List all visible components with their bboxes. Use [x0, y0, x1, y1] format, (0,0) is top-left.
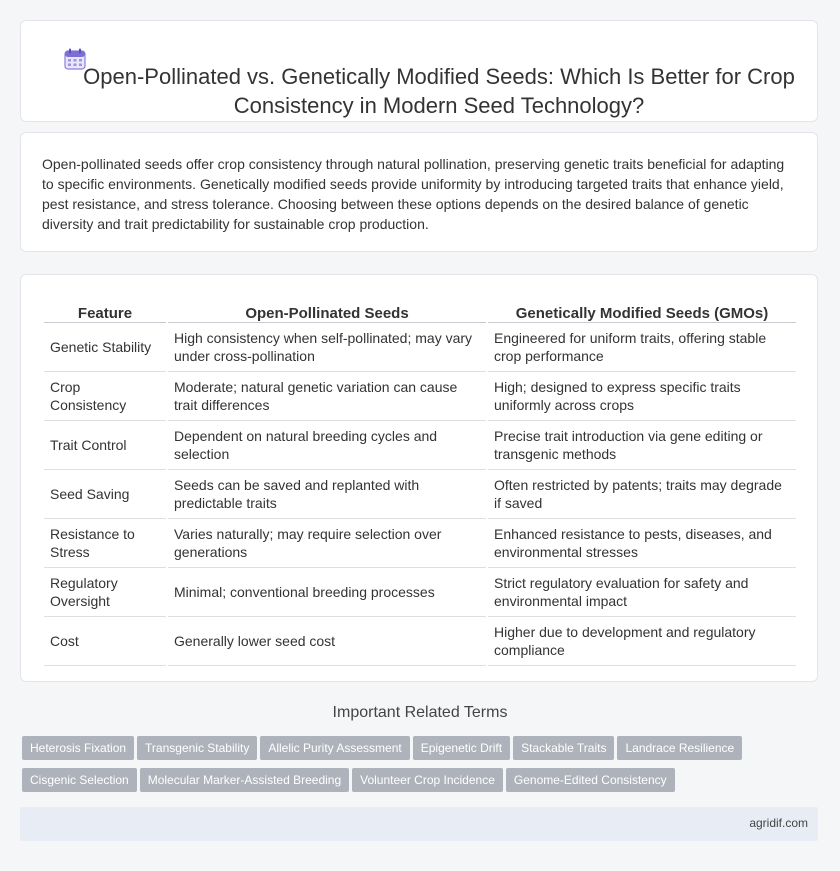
open-pollinated-cell: Varies naturally; may require selection over generations: [168, 519, 486, 568]
table-header-row: [44, 295, 796, 323]
feature-cell: Cost: [44, 617, 166, 666]
gmo-cell: Enhanced resistance to pests, diseases, and environmental stresses: [488, 519, 796, 568]
open-pollinated-cell: Seeds can be saved and replanted with predictable traits: [168, 470, 486, 519]
column-header-gmo: Genetically Modified Seeds (GMOs): [488, 295, 796, 323]
term-tag[interactable]: Molecular Marker-Assisted Breeding: [140, 768, 349, 792]
open-pollinated-cell: Dependent on natural breeding cycles and selection: [168, 421, 486, 470]
open-pollinated-cell: High consistency when self-pollinated; may vary under cross-pollination: [168, 323, 486, 372]
footer-site-link[interactable]: agridif.com: [749, 816, 808, 830]
term-tag[interactable]: Cisgenic Selection: [22, 768, 137, 792]
intro-card: [20, 132, 818, 252]
title-card: [20, 20, 818, 122]
page-title: Open-Pollinated vs. Genetically Modified Seeds: Which Is Better for Crop Consistency in Modern Seed Technology?: [83, 63, 795, 118]
gmo-cell: Strict regulatory evaluation for safety and environmental impact: [488, 568, 796, 617]
related-terms-heading: Important Related Terms: [332, 704, 508, 721]
term-tag[interactable]: Stackable Traits: [513, 736, 614, 760]
term-tag[interactable]: Heterosis Fixation: [22, 736, 134, 760]
feature-cell: Trait Control: [44, 421, 166, 470]
term-tag[interactable]: Genome-Edited Consistency: [506, 768, 675, 792]
feature-cell: Crop Consistency: [44, 372, 166, 421]
term-tag[interactable]: Allelic Purity Assessment: [260, 736, 409, 760]
term-tag[interactable]: Landrace Resilience: [617, 736, 742, 760]
comparison-table: [42, 295, 798, 666]
related-terms-list: [22, 736, 812, 800]
term-tag[interactable]: Volunteer Crop Incidence: [352, 768, 503, 792]
intro-paragraph: Open-pollinated seeds offer crop consistency through natural pollination, preserving genetic traits beneficial for adapting to specific environments. Genetically modified seeds provide uniformity by introducing targeted traits that enhance yield, pest resistance, and stress tolerance. Choosing between these options depends on the desired balance of genetic diversity and trait predictability for sustainable crop production.: [42, 156, 785, 232]
feature-cell: Seed Saving: [44, 470, 166, 519]
column-header-feature: Feature: [44, 295, 166, 323]
table-row: [44, 617, 796, 666]
table-row: [44, 323, 796, 372]
table-row: [44, 568, 796, 617]
feature-cell: Genetic Stability: [44, 323, 166, 372]
gmo-cell: High; designed to express specific traits uniformly across crops: [488, 372, 796, 421]
gmo-cell: Often restricted by patents; traits may degrade if saved: [488, 470, 796, 519]
footer: [20, 807, 818, 841]
gmo-cell: Higher due to development and regulatory compliance: [488, 617, 796, 666]
comparison-card: [20, 274, 818, 682]
table-row: [44, 470, 796, 519]
feature-cell: Regulatory Oversight: [44, 568, 166, 617]
open-pollinated-cell: Minimal; conventional breeding processes: [168, 568, 486, 617]
table-row: [44, 372, 796, 421]
column-header-open-pollinated: Open-Pollinated Seeds: [168, 295, 486, 323]
gmo-cell: Engineered for uniform traits, offering stable crop performance: [488, 323, 796, 372]
table-row: [44, 421, 796, 470]
open-pollinated-cell: Generally lower seed cost: [168, 617, 486, 666]
feature-cell: Resistance to Stress: [44, 519, 166, 568]
term-tag[interactable]: Epigenetic Drift: [413, 736, 510, 760]
open-pollinated-cell: Moderate; natural genetic variation can cause trait differences: [168, 372, 486, 421]
table-row: [44, 519, 796, 568]
gmo-cell: Precise trait introduction via gene editing or transgenic methods: [488, 421, 796, 470]
term-tag[interactable]: Transgenic Stability: [137, 736, 257, 760]
